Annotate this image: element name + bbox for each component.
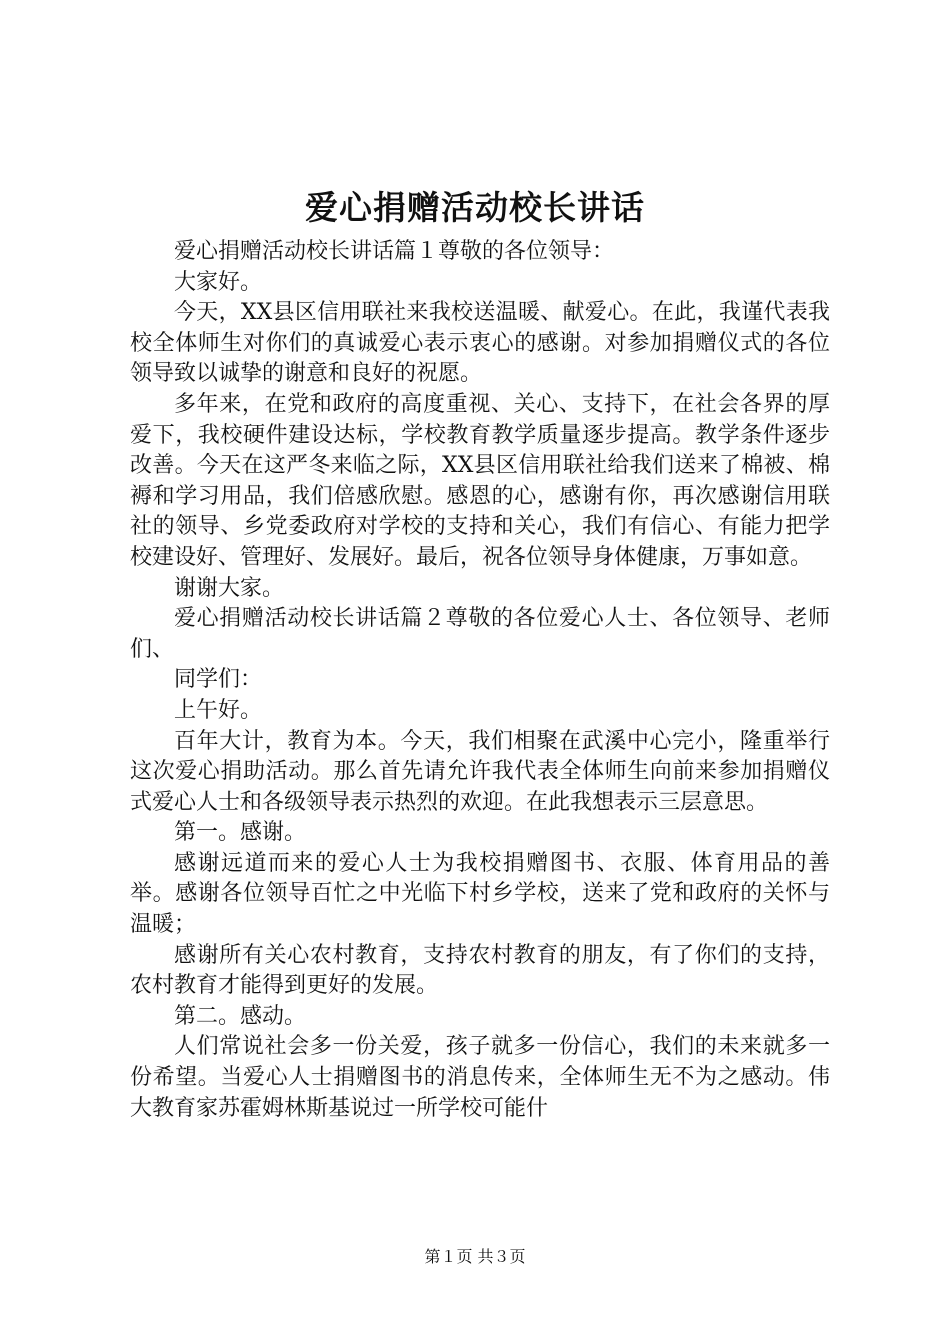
body-paragraph: 第一。感谢。 (174, 820, 307, 846)
body-paragraph: 第二。感动。 (174, 1003, 307, 1029)
body-paragraph: 上午好。 (174, 697, 263, 723)
body-paragraph: 多年来，在党和政府的高度重视、关心、支持下，在社会各界的厚爱下，我校硬件建设达标，学校教育教学质量逐步提高。教学条件逐步改善。今天在这严冬来临之际，XX县区信用联社给我们送来了棉被、棉褥和学习用品，我们倍感欣慰。感恩的心，感谢有你，再次感谢信用联社的领导、乡党委政府对学校的支持和关心，我们有信心、有能力把学校建设好、管理好、发展好。最后，祝各位领导身体健康，万事如意。 (130, 391, 830, 570)
page-footer: 第１页 共３页 (424, 1247, 526, 1266)
body-paragraph: 感谢远道而来的爱心人士为我校捐赠图书、衣服、体育用品的善举。感谢各位领导百忙之中光临下村乡学校，送来了党和政府的关怀与温暖； (130, 850, 830, 938)
body-paragraph: 谢谢大家。 (174, 575, 285, 601)
body-paragraph: 同学们： (174, 667, 263, 693)
body-paragraph: 人们常说社会多一份关爱，孩子就多一份信心，我们的未来就多一份希望。当爱心人士捐赠图书的消息传来，全体师生无不为之感动。伟大教育家苏霍姆林斯基说过一所学校可能什 (130, 1034, 830, 1121)
document-body (130, 237, 830, 1124)
body-paragraph: 爱心捐赠活动校长讲话篇２尊敬的各位爱心人士、各位领导、老师们、 (130, 606, 830, 662)
body-paragraph: 大家好。 (174, 269, 263, 295)
document-title: 爱心捐赠活动校长讲话 (305, 188, 645, 227)
body-paragraph: 百年大计，教育为本。今天，我们相聚在武溪中心完小，隆重举行这次爱心捐助活动。那么首先请允许我代表全体师生向前来参加捐赠仪式爱心人士和各级领导表示热烈的欢迎。在此我想表示三层意思。 (130, 728, 830, 815)
body-paragraph: 今天，XX县区信用联社来我校送温暖、献爱心。在此，我谨代表我校全体师生对你们的真诚爱心表示衷心的感谢。对参加捐赠仪式的各位领导致以诚挚的谢意和良好的祝愿。 (130, 300, 830, 387)
body-paragraph: 感谢所有关心农村教育，支持农村教育的朋友，有了你们的支持，农村教育才能得到更好的发展。 (130, 942, 830, 999)
body-paragraph: 爱心捐赠活动校长讲话篇１尊敬的各位领导： (174, 239, 615, 264)
